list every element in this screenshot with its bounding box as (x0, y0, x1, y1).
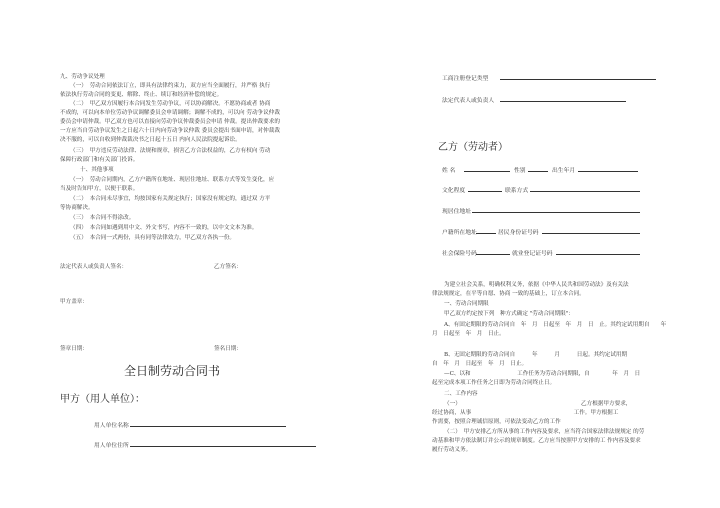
partyA-heading: 甲方（用人单位）： (60, 394, 145, 405)
paragraph-line: 依法执行劳动合同的变更、解除、终止、续订和经济补偿的规定。 (60, 92, 223, 98)
right-page (360, 0, 720, 508)
employer-name-field[interactable] (130, 426, 286, 427)
employer-address-field[interactable] (130, 446, 316, 447)
id-label: 居民身份证号码 (498, 230, 539, 236)
hukou-field[interactable] (476, 233, 496, 234)
residence-field[interactable] (472, 212, 640, 213)
legal-rep-sign-label: 法定代表人或负责人签名： (60, 264, 128, 270)
body-line: 甲乙双方约定按下列 种方式确定 "劳动合同期限"： (444, 311, 574, 317)
partyB-heading: 乙方（劳动者） (438, 142, 508, 153)
employer-name-label: 用人单位名称 (94, 423, 129, 429)
paragraph-line: （二） 甲乙双方因履行本合同发生劳动争议，可以协商解决。不愿协商或者 协商 (70, 101, 271, 107)
right-legal-rep-label: 法定代表人或负责人 (442, 98, 495, 104)
sign-date-right: 签名日期： (214, 346, 242, 352)
body-line: 自 年 月 日起至 年 月 日止。 (432, 361, 528, 367)
social-security-field[interactable] (476, 254, 510, 255)
paragraph-line: （二） 本合同未尽事宜，均按国家有关规定执行；国家没有规定的，通过双 方平 (70, 196, 271, 202)
paragraph-line: 保障行政部门和有关部门投诉。 (60, 157, 139, 163)
name-label: 姓 名 (442, 168, 456, 174)
hukou-label: 户籍所在地址 (442, 230, 477, 236)
paragraph-line: 等协商解决。 (60, 205, 94, 211)
option-b-line: B、无固定期限的劳动合同自 年 月 日起。其约定试用期 (444, 352, 628, 358)
contract-title: 全日制劳动合同书 (124, 364, 221, 378)
body-line: （一） 乙方根据甲方要求， (444, 401, 632, 407)
id-field[interactable] (542, 233, 640, 234)
paragraph-line: 不成的，可以向本单位劳动争议调解委员会申请调解；调解不成的，可以向 劳动争议仲裁 (60, 110, 280, 116)
paragraph-line: 当及时告知甲方，以便于联系。 (60, 186, 139, 192)
section-ten-heading: 十、其他事项 (80, 167, 114, 173)
employment-reg-field[interactable] (556, 254, 640, 255)
body-line: （二） 甲方安排乙方所从事的工作内容及要求，应当符合国家法律法规规定 的劳 (444, 429, 645, 435)
name-field[interactable] (464, 171, 510, 172)
paragraph-line: （一） 劳动合同期内，乙方户籍所在地址、现居住地址、联系方式等发生变化，应 (70, 177, 275, 183)
body-line: 起至完成本项工作任务之日即为劳动合同终止日。 (432, 380, 556, 386)
birth-field[interactable] (578, 171, 638, 172)
business-type-label: 工商注册登记类型 (442, 76, 489, 82)
body-line: 作需要，按照合理诚信原则，可依法变动乙方的工作 (432, 419, 561, 425)
section-one-heading: 一、劳动合同期限 (444, 301, 489, 307)
body-line: 履行劳动义务。 (432, 447, 472, 453)
section-nine-heading: 九、劳动争议处理 (60, 74, 105, 80)
paragraph-line: 决不服的，可以自收到仲裁裁决书之日起十五日 内向人民法院提起诉讼。 (60, 137, 241, 143)
birth-label: 出生年月 (552, 168, 576, 174)
employment-reg-label: 就业登记证号码 (512, 251, 553, 257)
contact-field[interactable] (530, 191, 640, 192)
partyA-seal-label: 甲方盖章： (60, 299, 88, 305)
legal-rep-field[interactable] (500, 101, 626, 102)
partyB-sign-label: 乙方签名： (214, 264, 242, 270)
paragraph-line: 委员会申请仲裁。甲乙双方也可以直接向劳动争议仲裁委员会申请 仲裁。提出仲裁要求的 (60, 119, 280, 125)
paragraph-line: （五） 本合同一式两份，具有同等法律效力，甲乙双方各执一份。 (70, 235, 236, 241)
body-line: 月 日起至 年 月 日止。 (432, 331, 505, 337)
education-field[interactable] (468, 191, 502, 192)
body-line: 动基准和甲方依法制订并公示的规章制度。乙方应当按照甲方安排的工 作内容及要求 (432, 438, 641, 444)
paragraph-line: （三） 本合同不得涂改。 (70, 215, 135, 221)
paragraph-line: （四） 本合同如遇到用中文、外文书写，内容不一致的，以中文文本为准。 (70, 225, 258, 231)
body-line: 经过协商，从事 工作。甲方根据工 (432, 410, 619, 416)
paragraph-line: 一方应当自劳动争议发生之日起六十日内向劳动争议仲裁 委员会提出书面申请，对仲裁裁 (60, 128, 280, 134)
education-label: 文化程度 (442, 188, 466, 194)
gender-label: 性别 (514, 168, 526, 174)
section-two-heading: 二、工作内容 (444, 391, 478, 397)
preamble-line: 律法规规定，在平等自愿、协商 一致的基础上，订立本合同。 (432, 291, 585, 297)
option-a-line: A、有固定期限的劳动合同自 年 月 日起至 年 月 日 止。其约定试用期自 年 (444, 322, 667, 328)
contact-label: 联系方式 (505, 188, 529, 194)
residence-label: 现居住地址 (442, 209, 471, 215)
option-c-line: —C、以和 工作任务为劳动合同期限，自 年 月 日 (444, 371, 641, 377)
business-type-field[interactable] (500, 79, 656, 80)
social-security-label: 社会保险号码 (442, 251, 477, 257)
paragraph-line: （一） 劳动合同依法订立，即具有法律约束力，双方应当全面履行，并严格 执行 (70, 83, 271, 89)
employer-address-label: 用人单位住所 (94, 443, 129, 449)
gender-field[interactable] (528, 171, 548, 172)
preamble-line: 为建立社会关系，明确权利义务，依据《中华人民共和国劳动法》及有关法 (444, 282, 629, 288)
paragraph-line: （三） 甲方违反劳动法律、法规和规章，损害乙方合法权益的，乙方有权向 劳动 (70, 148, 271, 154)
sign-date-left: 签章日期： (60, 346, 88, 352)
